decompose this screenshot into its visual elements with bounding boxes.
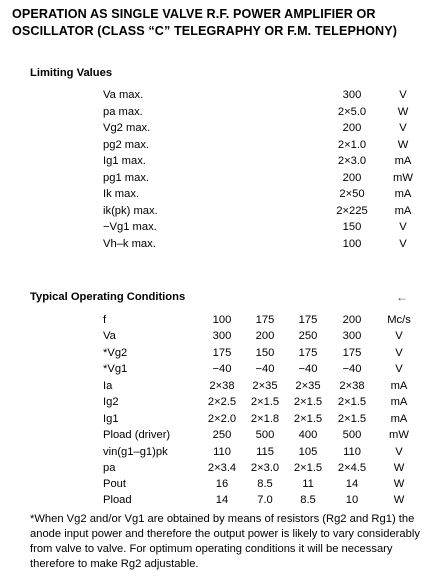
arrow-left-icon: ←	[396, 290, 408, 304]
row-value: 2×38	[339, 380, 365, 392]
row-value: 250	[298, 330, 318, 342]
row-value: 150	[342, 221, 362, 233]
limiting-row	[0, 236, 428, 252]
typical-conditions-heading: Typical Operating Conditions	[30, 291, 186, 303]
row-value: 2×3.4	[207, 462, 237, 474]
row-unit: V	[399, 122, 407, 134]
row-unit: mA	[394, 188, 412, 200]
row-value: 14	[215, 494, 229, 506]
row-value: 500	[342, 429, 362, 441]
row-value: 175	[298, 314, 318, 326]
page-title: OPERATION AS SINGLE VALVE R.F. POWER AMPLIFIER OR OSCILLATOR (CLASS “C” TELEGRAPHY OR F.M. TELEPHONY)	[12, 7, 398, 38]
row-label: Ik max.	[103, 188, 140, 200]
row-value: 300	[212, 330, 232, 342]
row-value: 200	[255, 330, 275, 342]
row-value: 2×35	[295, 380, 321, 392]
row-unit: W	[393, 478, 405, 490]
row-value: 2×4.5	[337, 462, 367, 474]
row-value: 2×1.5	[250, 396, 280, 408]
typical-row	[0, 361, 428, 377]
row-unit: W	[393, 494, 405, 506]
row-label: Pload (driver)	[103, 429, 171, 441]
row-value: 2×35	[252, 380, 278, 392]
typical-row	[0, 492, 428, 508]
row-label: −Vg1 max.	[103, 221, 157, 233]
row-label: pg1 max.	[103, 172, 150, 184]
row-unit: V	[399, 238, 407, 250]
limiting-row	[0, 203, 428, 219]
row-value: 200	[342, 314, 362, 326]
row-unit: V	[395, 347, 403, 359]
row-value: 110	[213, 446, 231, 458]
row-value: 175	[255, 314, 275, 326]
limiting-row	[0, 186, 428, 202]
limiting-row	[0, 104, 428, 120]
row-label: pg2 max.	[103, 139, 150, 151]
row-value: 10	[345, 494, 359, 506]
row-value: 250	[212, 429, 232, 441]
limiting-row	[0, 219, 428, 235]
typical-row	[0, 411, 428, 427]
row-value: 100	[342, 238, 362, 250]
row-value: 8.5	[257, 478, 273, 490]
row-value: 105	[298, 446, 318, 458]
typical-row	[0, 476, 428, 492]
row-value: −40	[342, 363, 362, 375]
row-unit: W	[393, 462, 405, 474]
row-value: 2×1.5	[293, 413, 323, 425]
row-label: f	[103, 314, 107, 326]
row-value: 14	[345, 478, 359, 490]
row-unit: mW	[389, 429, 409, 441]
row-value: 400	[298, 429, 318, 441]
row-label: Va max.	[103, 89, 144, 101]
row-label: ik(pk) max.	[103, 205, 158, 217]
row-label: *Vg2	[103, 347, 128, 359]
row-unit: V	[395, 446, 403, 458]
row-value: 200	[342, 172, 362, 184]
limiting-row	[0, 120, 428, 136]
typical-row	[0, 394, 428, 410]
row-value: 2×2.5	[207, 396, 237, 408]
row-unit: V	[395, 363, 403, 375]
limiting-row	[0, 87, 428, 103]
row-value: 2×50	[339, 188, 365, 200]
row-label: Ig1 max.	[103, 155, 146, 167]
limiting-row	[0, 137, 428, 153]
row-value: 2×1.5	[293, 396, 323, 408]
row-label: Vh–k max.	[103, 238, 156, 250]
row-value: 175	[342, 347, 362, 359]
row-unit: mA	[390, 413, 408, 425]
row-value: 7.0	[257, 494, 273, 506]
row-value: 16	[215, 478, 229, 490]
row-value: 100	[212, 314, 232, 326]
row-value: 2×38	[209, 380, 235, 392]
row-value: 2×1.5	[337, 396, 367, 408]
limiting-row	[0, 170, 428, 186]
row-label: Ia	[103, 380, 113, 392]
row-unit: mA	[390, 380, 408, 392]
row-label: *Vg1	[103, 363, 128, 375]
row-value: 2×1.8	[250, 413, 280, 425]
row-value: 175	[212, 347, 232, 359]
row-value: 2×3.0	[250, 462, 280, 474]
row-value: 8.5	[300, 494, 316, 506]
typical-row	[0, 328, 428, 344]
row-value: −40	[255, 363, 275, 375]
row-label: Ig1	[103, 413, 119, 425]
row-label: Pout	[103, 478, 127, 490]
limiting-row	[0, 153, 428, 169]
row-unit: mA	[394, 155, 412, 167]
typical-row	[0, 427, 428, 443]
footnote: *When Vg2 and/or Vg1 are obtained by means of resistors (Rg2 and Rg1) the anode input power and therefore the output power is likely to vary considerably from valve to valve. For optimum operating conditions it will be necessary therefore to make Rg2 adjustable.	[30, 513, 420, 570]
row-unit: mA	[394, 205, 412, 217]
typical-row	[0, 460, 428, 476]
typical-row	[0, 444, 428, 460]
row-label: Vg2 max.	[103, 122, 151, 134]
row-label: pa	[103, 462, 116, 474]
row-value: 2×5.0	[337, 106, 367, 118]
row-unit: V	[399, 221, 407, 233]
row-value: 2×2.0	[207, 413, 237, 425]
row-value: 500	[255, 429, 275, 441]
typical-row	[0, 312, 428, 328]
typical-row	[0, 378, 428, 394]
row-value: −40	[212, 363, 232, 375]
row-unit: V	[395, 330, 403, 342]
row-value: 2×1.5	[293, 462, 323, 474]
row-unit: W	[397, 106, 409, 118]
row-value: 300	[342, 89, 362, 101]
row-unit: mW	[393, 172, 413, 184]
row-unit: V	[399, 89, 407, 101]
row-value: 175	[298, 347, 318, 359]
row-unit: Mc/s	[387, 314, 411, 326]
limiting-values-heading: Limiting Values	[30, 67, 113, 79]
row-unit: W	[397, 139, 409, 151]
row-label: Va	[103, 330, 116, 342]
row-value: 2×225	[336, 205, 368, 217]
row-value: 11	[302, 478, 314, 490]
row-label: vin(g1–g1)pk	[103, 446, 168, 458]
row-unit: mA	[390, 396, 408, 408]
row-value: 2×1.5	[337, 413, 367, 425]
typical-row	[0, 345, 428, 361]
row-value: 200	[342, 122, 362, 134]
row-value: 300	[342, 330, 362, 342]
row-value: 110	[343, 446, 361, 458]
row-value: 2×1.0	[337, 139, 367, 151]
row-value: 115	[256, 446, 274, 458]
row-label: Ig2	[103, 396, 119, 408]
row-label: Pload	[103, 494, 132, 506]
row-value: −40	[298, 363, 318, 375]
row-label: pa max.	[103, 106, 143, 118]
row-value: 2×3.0	[337, 155, 367, 167]
row-value: 150	[255, 347, 275, 359]
